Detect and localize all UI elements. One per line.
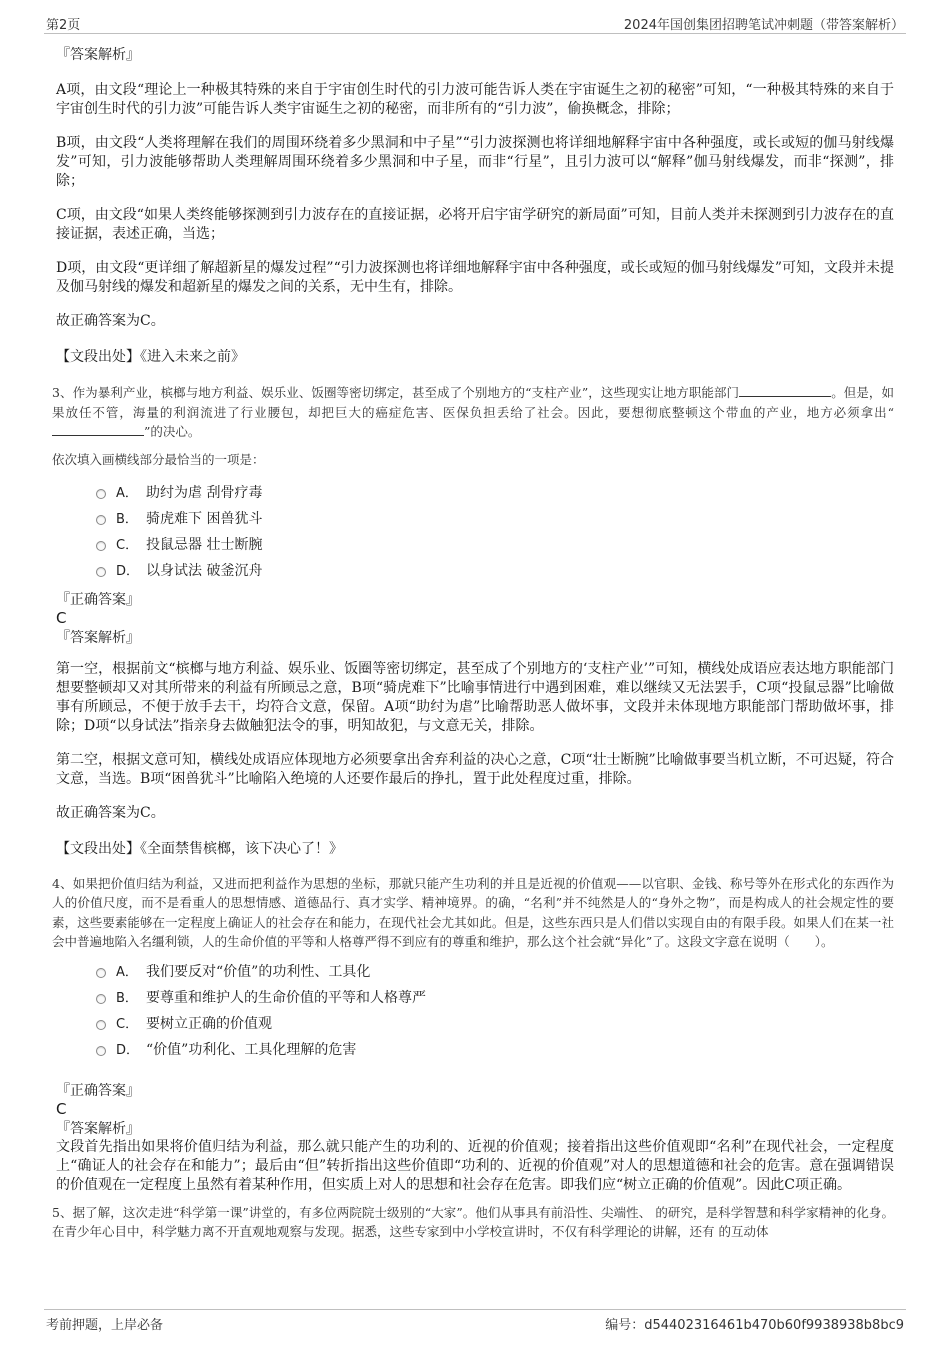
q3-option-c[interactable]: C． 投鼠忌器 壮士断腕 bbox=[96, 531, 894, 557]
q3-analysis-1: 第一空，根据前文“槟榔与地方利益、娱乐业、饭圈等密切绑定，甚至成了个别地方的‘支柱产业’”可知，横线处成语应表达地方职能部门想要整顿却又对其所带来的利益有所顾忌之意，B项“骑虎难下”比喻事情进行中遇到困难，难以继续又无法罢手，C项“投鼠忌器”比喻做事有所顾忌，不便于放手去干，均符合文意，保留。A项“助纣为虐”比喻帮助恶人做坏事，文段并未体现地方职能部门帮助做坏事，排除；D项“以身试法”指亲身去做触犯法令的事，明知故犯，与文意无关，排除。 bbox=[56, 660, 894, 734]
q3-options bbox=[96, 479, 894, 583]
q3-analysis-tag: 『答案解析』 bbox=[56, 629, 140, 646]
q2-conclusion: 故正确答案为C。 bbox=[56, 313, 165, 329]
q3-stem: 3、作为暴利产业，槟榔与地方利益、娱乐业、饭圈等密切绑定，甚至成了个别地方的“支柱产业”，这些现实让地方职能部门 。但是，如果放任不管，海量的利润流进了行业腰包，却把巨大的癌症危害、医保负担丢给了社会。因此，要想彻底整顿这个带血的产业，地方必须拿出“”的决心。 bbox=[52, 385, 894, 439]
q3-analysis-2: 第二空，根据文意可知，横线处成语应体现地方必须要拿出舍弃利益的决心之意，C项“壮士断腕”比喻做事要当机立断，不可迟疑，符合文意，当选。B项“困兽犹斗”比喻陷入绝境的人还要作最后的挣扎，置于此处程度过重，排除。 bbox=[56, 751, 894, 787]
q4-correct-answer: C bbox=[56, 1099, 67, 1118]
page-footer bbox=[44, 1309, 906, 1333]
q2-analysis-c: C项，由文段“如果人类终能够探测到引力波存在的直接证据，必将开启宇宙学研究的新局面”可知，目前人类并未探测到引力波存在的直接证据，表述正确，当选； bbox=[56, 207, 894, 242]
q4-analysis: 文段首先指出如果将价值归结为利益，那么就只能产生的功利的、近视的价值观；接着指出这些价值观即“名利”在现代社会，一定程度上“确证人的社会存在和能力”；最后由“但”转折指出这些价值即“功利的、近视的价值观”对人的思想道德和社会的危害。意在强调错误的价值观在一定程度上虽然有着某种作用，但实质上对人的思想和社会存在危害。即我们应“树立正确的价值观”。因此C项正确。 bbox=[56, 1138, 894, 1193]
q3-correct-tag: 『正确答案』 bbox=[56, 591, 140, 608]
document-title: 2024年国创集团招聘笔试冲刺题（带答案解析） bbox=[623, 18, 904, 33]
q4-options bbox=[96, 958, 894, 1062]
q2-analysis-b: B项，由文段“人类将理解在我们的周围环绕着多少黑洞和中子星”“引力波探测也将详细地解释宇宙中各种强度，或长或短的伽马射线爆发”可知，引力波能够帮助人类理解周围环绕着多少黑洞和中子星，而非“行星”，且引力波可以“解释”伽马射线爆发，而非“探测”，排除； bbox=[56, 135, 894, 189]
q3-correct-answer: C bbox=[56, 608, 67, 627]
radio-icon[interactable] bbox=[96, 489, 106, 499]
radio-icon[interactable] bbox=[96, 515, 106, 525]
q3-option-b[interactable]: B． 骑虎难下 困兽犹斗 bbox=[96, 505, 894, 531]
q3-source: 【文段出处】《全面禁售槟榔，该下决心了！》 bbox=[56, 840, 343, 857]
q4-analysis-tag: 『答案解析』 bbox=[56, 1120, 140, 1137]
q2-source: 【文段出处】《进入未来之前》 bbox=[56, 349, 245, 365]
page-content bbox=[52, 44, 894, 1242]
q4-option-d[interactable]: D． “价值”功利化、工具化理解的危害 bbox=[96, 1036, 894, 1062]
q2-analysis-tag: 『答案解析』 bbox=[56, 47, 140, 63]
document-id: 编号：d54402316461b470b60f9938938b8bc9 bbox=[605, 1318, 904, 1333]
radio-icon[interactable] bbox=[96, 541, 106, 551]
q4-option-c[interactable]: C． 要树立正确的价值观 bbox=[96, 1010, 894, 1036]
q5-stem: 5、据了解，这次走进“科学第一课”讲堂的，有多位两院院士级别的“大家”。他们从事具有前沿性、尖端性、 的研究，是科学智慧和科学家精神的化身。在青少年心目中，科学魅力离不开直观地观察与发现。据悉，这些专家到中小学校宣讲时，不仅有科学理论的讲解，还有 的互动体 bbox=[52, 1204, 894, 1239]
page-number: 第2页 bbox=[46, 18, 81, 33]
q4-correct-tag: 『正确答案』 bbox=[56, 1082, 140, 1099]
radio-icon[interactable] bbox=[96, 994, 106, 1004]
q3-option-d[interactable]: D． 以身试法 破釜沉舟 bbox=[96, 557, 894, 583]
q3-option-a[interactable]: A． 助纣为虐 刮骨疗毒 bbox=[96, 479, 894, 505]
q3-prompt: 依次填入画横线部分最恰当的一项是： bbox=[52, 451, 265, 467]
q4-option-a[interactable]: A． 我们要反对“价值”的功利性、工具化 bbox=[96, 958, 894, 984]
radio-icon[interactable] bbox=[96, 567, 106, 577]
q2-analysis-a: A项，由文段“理论上一种极其特殊的来自于宇宙创生时代的引力波可能告诉人类在宇宙诞生之初的秘密”可知，“一种极其特殊的来自于宇宙创生时代的引力波”可能告诉人类宇宙诞生之初的秘密，而非所有的“引力波”，偷换概念，排除； bbox=[56, 82, 894, 117]
radio-icon[interactable] bbox=[96, 1046, 106, 1056]
q4-option-b[interactable]: B． 要尊重和维护人的生命价值的平等和人格尊严 bbox=[96, 984, 894, 1010]
page-header bbox=[44, 10, 906, 34]
q2-analysis-d: D项，由文段“更详细了解超新星的爆发过程”“引力波探测也将详细地解释宇宙中各种强度，或长或短的伽马射线爆发”可知，文段并未提及伽马射线的爆发和超新星的爆发之间的关系，无中生有，排除。 bbox=[56, 260, 894, 295]
radio-icon[interactable] bbox=[96, 1020, 106, 1030]
radio-icon[interactable] bbox=[96, 968, 106, 978]
footer-slogan: 考前押题，上岸必备 bbox=[46, 1318, 164, 1333]
q3-conclusion: 故正确答案为C。 bbox=[56, 804, 165, 821]
q3-blank-1 bbox=[739, 385, 831, 397]
q4-stem: 4、如果把价值归结为利益，又进而把利益作为思想的坐标，那就只能产生功利的并且是近视的价值观——以官职、金钱、称号等外在形式化的东西作为人的价值尺度，而不是看重人的思想情感、道德品行、真才实学、精神境界。的确，“名利”并不纯然是人的“身外之物”，而是构成人的社会规定性的要素，这些要素能够在一定程度上确证人的社会存在和能力，在现代社会尤其如此。但是，这些东西只是人们借以实现自由的有限手段。如果人们在某一社会中普遍地陷入名缰利锁，人的生命价值的平等和人格尊严得不到应有的尊重和维护，那么这个社会就“异化”了。这段文字意在说明（ ）。 bbox=[52, 875, 894, 949]
q3-blank-2 bbox=[52, 424, 144, 436]
